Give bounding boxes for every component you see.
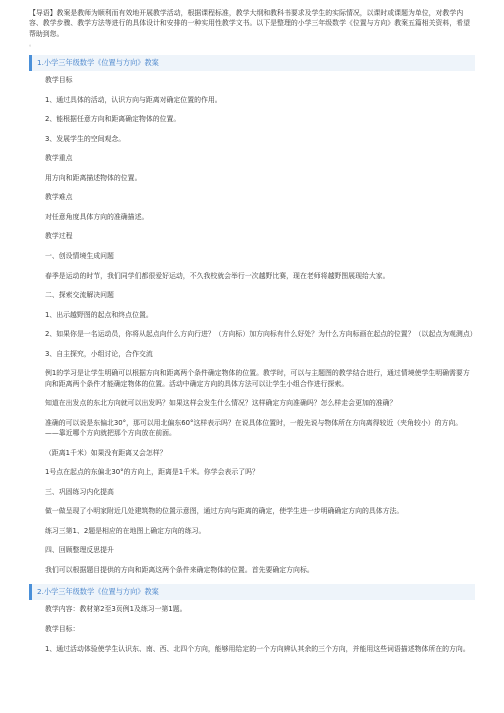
paragraph: 3、自主探究，小组讨论，合作交流 [45, 349, 153, 358]
paragraph: 四、回顾整理反思提升 [45, 546, 114, 555]
paragraph: 春季是运动的时节，我们同学们都很爱好运动，不久我校就会举行一次越野比赛，现在老师将越野图展现给大家。 [45, 271, 390, 280]
paragraph: 用方向和距离描述物体的位置。 [45, 173, 142, 182]
paragraph: 一、创设情境生成问题 [45, 252, 114, 260]
paragraph: 准确的可以说是东偏北30°，那可以用北偏东60°这样表示吗？在说具体位置时，一般先说与物体所在方向离得较近（夹角较小）的方向。——靠近哪个方向就把那个方向放在前面。 [45, 418, 463, 438]
section-2 [29, 584, 475, 653]
section-1 [29, 55, 475, 575]
paragraph: 我们可以根据题目提供的方向和距离这两个条件来确定物体的位置。首先要确定方向标。 [45, 565, 314, 574]
paragraph: 教学目标： [45, 625, 80, 634]
section-1-title: 1.小学三年级数学《位置与方向》教案 [37, 57, 159, 67]
section-1-heading [29, 55, 475, 71]
paragraph: 教学目标 [45, 76, 73, 85]
paragraph: 例1的学习是让学生明确可以根据方向和距离两个条件确定物体的位置。教学时，可以与主题图的教学结合进行，通过情境使学生明确需要方向和距离两个条件才能确定物体的位置。活动中确定方向的具体方法可以让学生小组合作进行探索。 [45, 369, 470, 388]
intro-mark: 。 [29, 41, 36, 49]
section-2-heading [29, 584, 475, 600]
section-2-title: 2.小学三年级数学《位置与方向》教案 [37, 587, 159, 597]
paragraph: 1、出示越野图的起点和终点位置。 [45, 310, 153, 319]
section-1-body [29, 75, 475, 575]
paragraph: 1、通过活动体验使学生认识东、南、西、北四个方向，能够用给定的一个方向辨认其余的三个方向，并能用这些词语描述物体所在的方向。 [45, 644, 470, 653]
paragraph: 练习三第1、2题是相应的在地图上确定方向的练习。 [45, 526, 206, 535]
paragraph: 对任意角度具体方向的准确描述。 [45, 212, 149, 221]
paragraph: 三、巩固练习内化提高 [45, 487, 114, 496]
intro-text: 【导语】教案是教师为顺利而有效地开展教学活动，根据课程标准，教学大纲和教科书要求及学生的实际情况，以课时或课题为单位，对教学内容、教学步骤、教学方法等进行的具体设计和安排的一种实用性教学文书。以下是整理的小学三年级数学《位置与方向》教案五篇相关资料，希望帮助到您。 [29, 9, 470, 38]
paragraph: 教学过程 [45, 232, 73, 241]
paragraph: 2、能根据任意方向和距离确定物体的位置。 [45, 115, 181, 124]
paragraph: 3、发展学生的空间观念。 [45, 134, 126, 143]
paragraph: 做一做呈现了小明家附近几处建筑物的位置示意图，通过方向与距离的确定，使学生进一步明确确定方向的具体方法。 [45, 507, 404, 516]
paragraph: 教学重点 [45, 154, 73, 163]
paragraph: 教学内容：教材第2至3页例1及练习一第1题。 [45, 605, 187, 614]
paragraph: 二、探索交流解决问题 [45, 291, 114, 300]
intro-block [29, 8, 475, 49]
section-2-body [29, 604, 475, 653]
paragraph: 2、如果你是一名运动员，你将从起点向什么方向行进？（方向标）加方向标有什么好处？为什么方向标画在起点的位置？（以起点为观测点） [45, 330, 477, 339]
paragraph: （距离1千米）如果没有距离又会怎样？ [45, 448, 167, 457]
paragraph: 知道在出发点的东北方向就可以出发吗？如果这样会发生什么情况？这样确定方向准确吗？怎么样走会更加的准确？ [45, 399, 397, 408]
paragraph: 教学难点 [45, 193, 73, 202]
paragraph: 1、通过具体的活动，认识方向与距离对确定位置的作用。 [45, 95, 222, 104]
paragraph: 1号点在起点的东偏北30°的方向上，距离是1千米。你学会表示了吗？ [45, 468, 259, 477]
